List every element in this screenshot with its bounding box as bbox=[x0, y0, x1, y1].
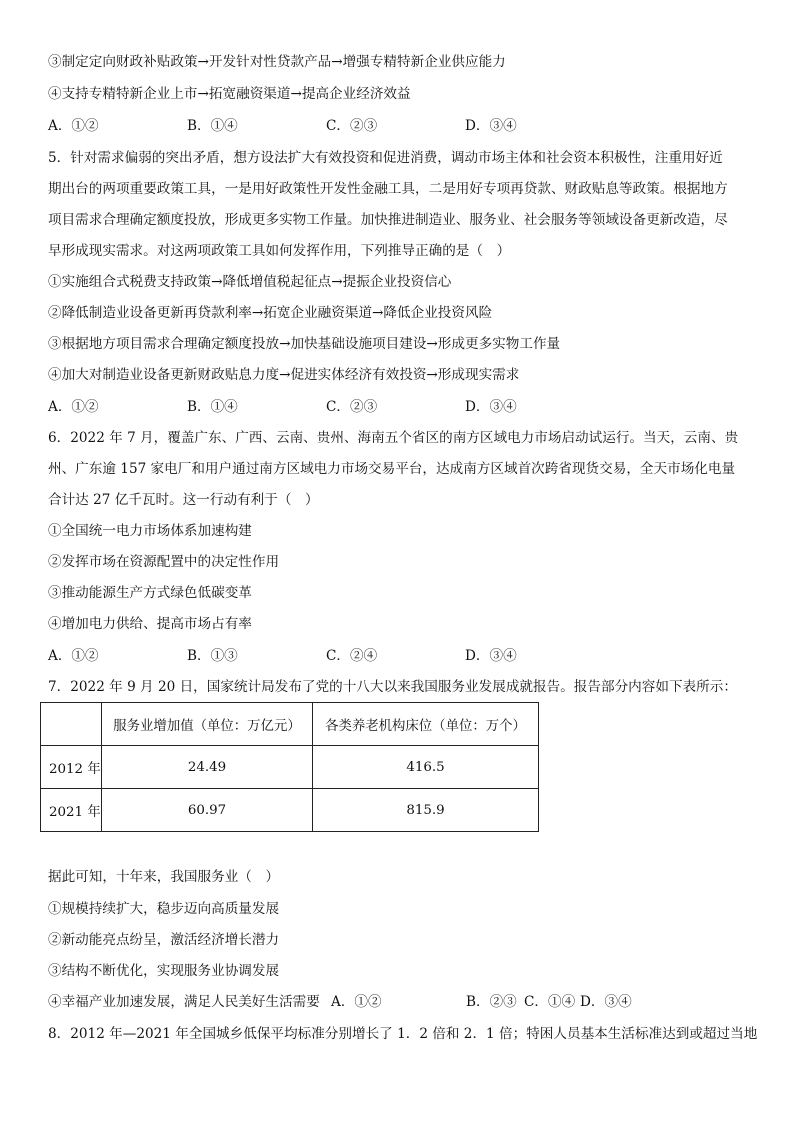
q7-statement-2: ②新动能亮点纷呈，激活经济增长潜力 bbox=[48, 932, 280, 948]
q7-option-c: C．①④ bbox=[524, 994, 576, 1010]
table-header-beds: 各类养老机构床位（单位：万个） bbox=[313, 703, 539, 746]
q7-stem-line-2: 据此可知，十年来，我国服务业（ ） bbox=[48, 869, 280, 885]
table-cell-value-added: 60.97 bbox=[102, 789, 313, 832]
q6-option-a: A．①② bbox=[48, 648, 99, 664]
q5-stem-line-2: 期出台的两项重要政策工具，一是用好政策性开发性金融工具，二是用好专项再贷款、财政贴息等政策。根据地方 bbox=[48, 181, 728, 197]
service-industry-table bbox=[40, 702, 539, 832]
q5-stem-line-4: 早形成现实需求。对这两项政策工具如何发挥作用，下列推导正确的是（ ） bbox=[48, 243, 511, 259]
q6-option-c: C．②④ bbox=[326, 648, 378, 664]
table-cell-beds: 815.9 bbox=[313, 789, 539, 832]
q8-stem-line-1: 8．2012 年—2021 年全国城乡低保平均标准分别增长了 1．2 倍和 2．1 倍；特困人员基本生活标准达到或超过当地 bbox=[48, 1026, 758, 1042]
q5-statement-1: ①实施组合式税费支持政策→降低增值税起征点→提振企业投资信心 bbox=[48, 274, 452, 290]
q6-option-b: B．①③ bbox=[187, 648, 238, 664]
q7-option-b: B．②③ bbox=[466, 994, 517, 1010]
q6-stem-line-3: 合计达 27 亿千瓦时。这一行动有利于（ ） bbox=[48, 492, 319, 508]
table-row bbox=[41, 746, 539, 789]
q7-option-a: A．①② bbox=[331, 994, 382, 1010]
q7-statement-1: ①规模持续扩大，稳步迈向高质量发展 bbox=[48, 901, 280, 917]
q4-options bbox=[48, 116, 608, 136]
q4-option-a: A．①② bbox=[48, 118, 99, 134]
q6-options bbox=[48, 646, 608, 666]
q7-stem-line-1: 7．2022 年 9 月 20 日，国家统计局发布了党的十八大以来我国服务业发展成就报告。报告部分内容如下表所示： bbox=[48, 679, 737, 695]
table-header-value-added: 服务业增加值（单位：万亿元） bbox=[102, 703, 313, 746]
q7-option-d: D．③④ bbox=[580, 994, 632, 1010]
q6-statement-3: ③推动能源生产方式绿色低碳变革 bbox=[48, 585, 252, 601]
table-cell-year: 2012 年 bbox=[41, 746, 102, 789]
q7-statement-3: ③结构不断优化，实现服务业协调发展 bbox=[48, 963, 280, 979]
q4-statement-4: ④支持专精特新企业上市→拓宽融资渠道→提高企业经济效益 bbox=[48, 86, 411, 102]
q4-option-c: C．②③ bbox=[326, 118, 378, 134]
table-cell-beds: 416.5 bbox=[313, 746, 539, 789]
q6-stem-line-2: 州、广东逾 157 家电厂和用户通过南方区域电力市场交易平台，达成南方区域首次跨省现货交易，全天市场化电量 bbox=[48, 461, 736, 477]
table-row bbox=[41, 789, 539, 832]
q6-statement-1: ①全国统一电力市场体系加速构建 bbox=[48, 523, 252, 539]
q5-option-c: C．②③ bbox=[326, 399, 378, 415]
q4-statement-3: ③制定定向财政补贴政策→开发针对性贷款产品→增强专精特新企业供应能力 bbox=[48, 54, 506, 70]
q4-option-b: B．①④ bbox=[187, 118, 238, 134]
q7-statement-4: ④幸福产业加速发展，满足人民美好生活需要 bbox=[48, 994, 320, 1010]
q4-option-d: D．③④ bbox=[465, 118, 517, 134]
q5-stem-line-1: 5．针对需求偏弱的突出矛盾，想方设法扩大有效投资和促进消费，调动市场主体和社会资本积极性，注重用好近 bbox=[48, 150, 723, 166]
q5-option-a: A．①② bbox=[48, 399, 99, 415]
q6-statement-2: ②发挥市场在资源配置中的决定性作用 bbox=[48, 554, 280, 570]
table-header-corner bbox=[41, 703, 102, 746]
q6-stem-line-1: 6．2022 年 7 月，覆盖广东、广西、云南、贵州、海南五个省区的南方区域电力市场启动试运行。当天，云南、贵 bbox=[48, 430, 739, 446]
table-cell-year: 2021 年 bbox=[41, 789, 102, 832]
q5-statement-2: ②降低制造业设备更新再贷款利率→拓宽企业融资渠道→降低企业投资风险 bbox=[48, 305, 493, 321]
q6-option-d: D．③④ bbox=[465, 648, 517, 664]
q5-options bbox=[48, 397, 608, 417]
q5-statement-4: ④加大对制造业设备更新财政贴息力度→促进实体经济有效投资→形成现实需求 bbox=[48, 367, 520, 383]
q5-option-d: D．③④ bbox=[465, 399, 517, 415]
table-header-row bbox=[41, 703, 539, 746]
table-cell-value-added: 24.49 bbox=[102, 746, 313, 789]
q5-stem-line-3: 项目需求合理确定额度投放，形成更多实物工作量。加快推进制造业、服务业、社会服务等领域设备更新改造，尽 bbox=[48, 212, 728, 228]
q6-statement-4: ④增加电力供给、提高市场占有率 bbox=[48, 616, 252, 632]
q5-statement-3: ③根据地方项目需求合理确定额度投放→加快基础设施项目建设→形成更多实物工作量 bbox=[48, 336, 561, 352]
q5-option-b: B．①④ bbox=[187, 399, 238, 415]
